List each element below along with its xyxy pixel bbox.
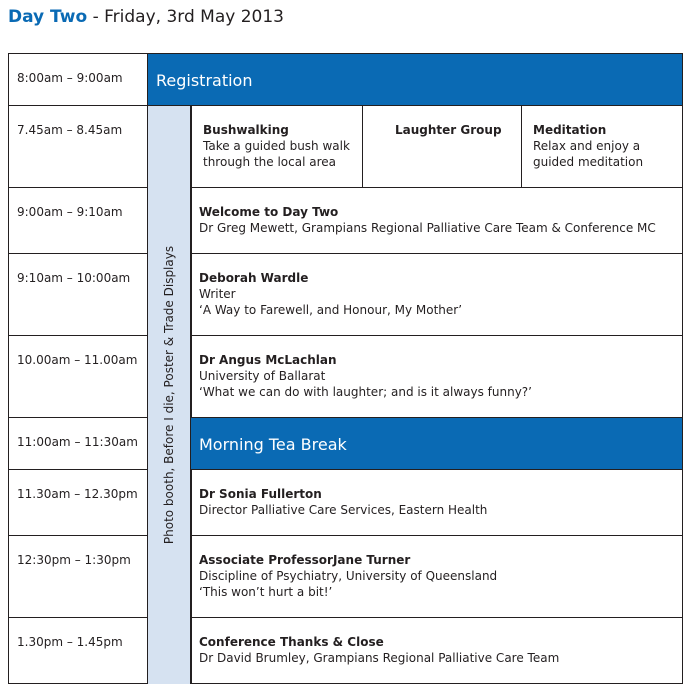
time-label: 11.30am – 12.30pm bbox=[17, 487, 138, 501]
session-close bbox=[191, 618, 682, 683]
activity-laughter bbox=[362, 106, 522, 187]
row-wardle bbox=[9, 254, 682, 336]
session-welcome bbox=[191, 188, 682, 253]
session-title: Deborah Wardle bbox=[199, 271, 309, 285]
time-label: 9:10am – 10:00am bbox=[17, 271, 131, 285]
time-label: 8:00am – 9:00am bbox=[17, 71, 123, 85]
session-talk-title: ‘This won’t hurt a bit!’ bbox=[199, 585, 333, 599]
displays-label: Photo booth, Before I die, Poster & Trade Displays bbox=[162, 245, 176, 545]
row-close bbox=[9, 618, 682, 683]
page-title bbox=[8, 7, 284, 27]
row-turner bbox=[9, 536, 682, 618]
activity-meditation bbox=[521, 106, 682, 187]
time-label: 1.30pm – 1.45pm bbox=[17, 635, 123, 649]
activity-desc-line1: Take a guided bush walk bbox=[203, 139, 350, 153]
row-fullerton bbox=[9, 470, 682, 536]
time-label: 10.00am – 11.00am bbox=[17, 353, 138, 367]
session-affiliation: Writer bbox=[199, 287, 236, 301]
row-morning-tea bbox=[9, 418, 682, 470]
session-title: Welcome to Day Two bbox=[199, 205, 339, 219]
session-title: Associate ProfessorJane Turner bbox=[199, 553, 411, 567]
session-speaker: Dr Greg Mewett, Grampians Regional Palliative Care Team & Conference MC bbox=[199, 221, 656, 235]
session-title: Dr Sonia Fullerton bbox=[199, 487, 322, 501]
activity-title: Laughter Group bbox=[395, 123, 502, 137]
session-turner bbox=[191, 536, 682, 617]
morning-tea-band bbox=[148, 418, 682, 469]
time-label: 12:30pm – 1:30pm bbox=[17, 553, 131, 567]
session-mclachlan bbox=[191, 336, 682, 417]
session-affiliation: University of Ballarat bbox=[199, 369, 326, 383]
activity-desc-line2: through the local area bbox=[203, 155, 337, 169]
session-talk-title: ‘What we can do with laughter; and is it always funny?’ bbox=[199, 385, 532, 399]
row-mclachlan bbox=[9, 336, 682, 418]
session-wardle bbox=[191, 254, 682, 335]
time-label: 9:00am – 9:10am bbox=[17, 205, 123, 219]
session-speaker: Dr David Brumley, Grampians Regional Palliative Care Team bbox=[199, 651, 560, 665]
date-label: - Friday, 3rd May 2013 bbox=[87, 7, 284, 27]
row-welcome bbox=[9, 188, 682, 254]
day-label: Day Two bbox=[8, 7, 88, 27]
displays-sidebar bbox=[148, 106, 191, 684]
time-label: 7.45am – 8.45am bbox=[17, 123, 123, 137]
row-activities bbox=[9, 106, 682, 188]
registration-label: Registration bbox=[156, 71, 253, 90]
session-talk-title: ‘A Way to Farewell, and Honour, My Mother’ bbox=[199, 303, 463, 317]
session-title: Conference Thanks & Close bbox=[199, 635, 384, 649]
schedule-table bbox=[8, 53, 683, 684]
registration-band bbox=[148, 54, 682, 105]
activity-desc-line2: guided meditation bbox=[533, 155, 644, 169]
session-affiliation: Discipline of Psychiatry, University of Queensland bbox=[199, 569, 498, 583]
session-title: Dr Angus McLachlan bbox=[199, 353, 337, 367]
activity-title: Meditation bbox=[533, 123, 607, 137]
row-registration bbox=[9, 54, 682, 106]
time-label: 11:00am – 11:30am bbox=[17, 435, 138, 449]
session-affiliation: Director Palliative Care Services, Eastern Health bbox=[199, 503, 488, 517]
morning-tea-label: Morning Tea Break bbox=[199, 435, 347, 454]
activity-bushwalking bbox=[191, 106, 363, 187]
activity-title: Bushwalking bbox=[203, 123, 289, 137]
activity-desc-line1: Relax and enjoy a bbox=[533, 139, 641, 153]
session-fullerton bbox=[191, 470, 682, 535]
